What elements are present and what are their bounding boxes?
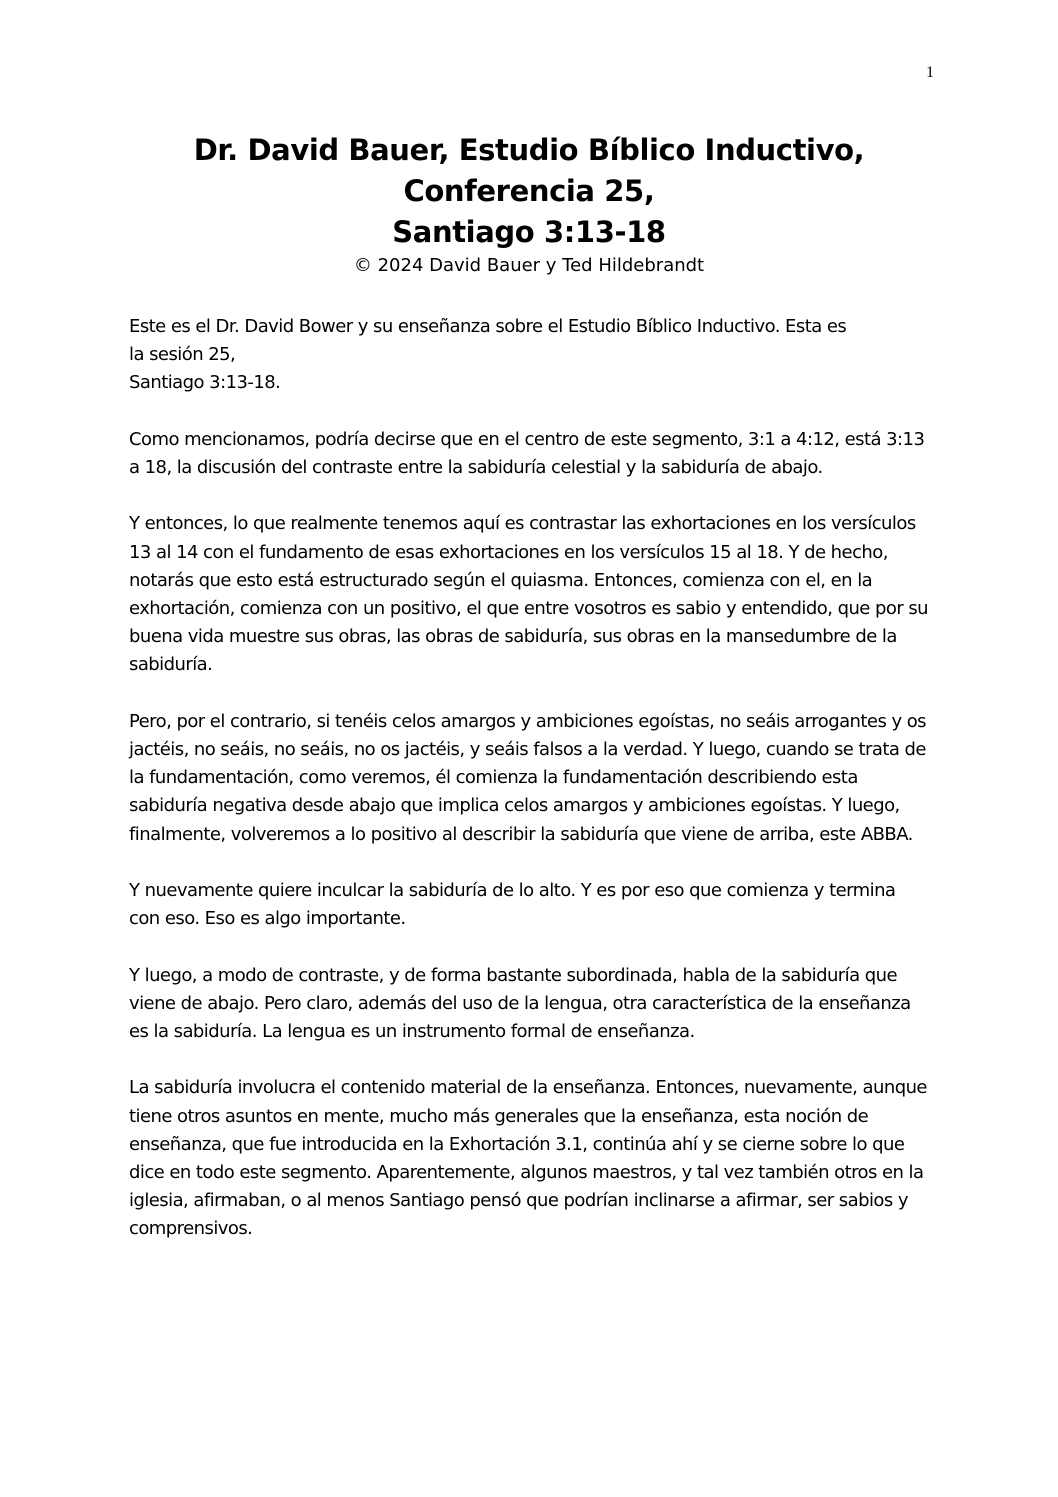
title-block: [0, 130, 1058, 279]
title-line-2: Conferencia 25,: [403, 174, 655, 208]
body-text: [129, 313, 929, 1272]
page-number: 1: [926, 64, 934, 81]
title-line-1: Dr. David Bauer, Estudio Bíblico Inductivo,: [193, 133, 865, 167]
copyright: © 2024 David Bauer y Ted Hildebrandt: [353, 255, 705, 276]
intro-line-1: Este es el Dr. David Bower y su enseñanza sobre el Estudio Bíblico Inductivo. Esta es: [129, 316, 847, 337]
paragraph-4: Y nuevamente quiere inculcar la sabiduría de lo alto. Y es por eso que comienza y termina con eso. Eso es algo importante.: [129, 880, 896, 930]
paragraph-2: Y entonces, lo que realmente tenemos aquí es contrastar las exhortaciones en los versículos 13 al 14 con el fundamento de esas exhortaciones en los versículos 15 al 18. Y de hecho, notarás que esto está estructurado según el quiasma. Entonces, comienza con el, en la exhortación, comienza con un positivo, el que entre vosotros es sabio y entendido, que por su buena vida muestre sus obras, las obras de sabiduría, sus obras en la mansedumbre de la sabiduría.: [129, 513, 929, 676]
paragraph-5: Y luego, a modo de contraste, y de forma bastante subordinada, habla de la sabiduría que viene de abajo. Pero claro, además del uso de la lengua, otra característica de la enseñanza es la sabiduría. La lengua es un instrumento formal de enseñanza.: [129, 964, 911, 1042]
paragraph-1: Como mencionamos, podría decirse que en el centro de este segmento, 3:1 a 4:12, está 3:13 a 18, la discusión del contraste entre la sabiduría celestial y la sabiduría de abajo.: [129, 428, 925, 478]
intro-line-3: Santiago 3:13-18.: [129, 372, 281, 394]
intro-paragraph: [129, 313, 929, 398]
paragraph-3: Pero, por el contrario, si tenéis celos amargos y ambiciones egoístas, no seáis arrogantes y os jactéis, no seáis, no seáis, no os jactéis, y seáis falsos a la verdad. Y luego, cuando se trata de la fundamentación, como veremos, él comienza la fundamentación describiendo esta sabiduría negativa desde abajo que implica celos amargos y ambiciones egoístas. Y luego, finalmente, volveremos a lo positivo al describir la sabiduría que viene de arriba, este ABBA.: [129, 710, 927, 845]
intro-line-2: la sesión 25,: [129, 344, 236, 366]
title-line-3: Santiago 3:13-18: [392, 215, 666, 249]
paragraph-6: La sabiduría involucra el contenido material de la enseñanza. Entonces, nuevamente, aunque tiene otros asuntos en mente, mucho más generales que la enseñanza, esta noción de enseñanza, que fue introducida en la Exhortación 3.1, continúa ahí y se cierne sobre lo que dice en todo este segmento. Aparentemente, algunos maestros, y tal vez también otros en la iglesia, afirmaban, o al menos Santiago pensó que podrían inclinarse a afirmar, ser sabios y comprensivos.: [129, 1077, 927, 1240]
